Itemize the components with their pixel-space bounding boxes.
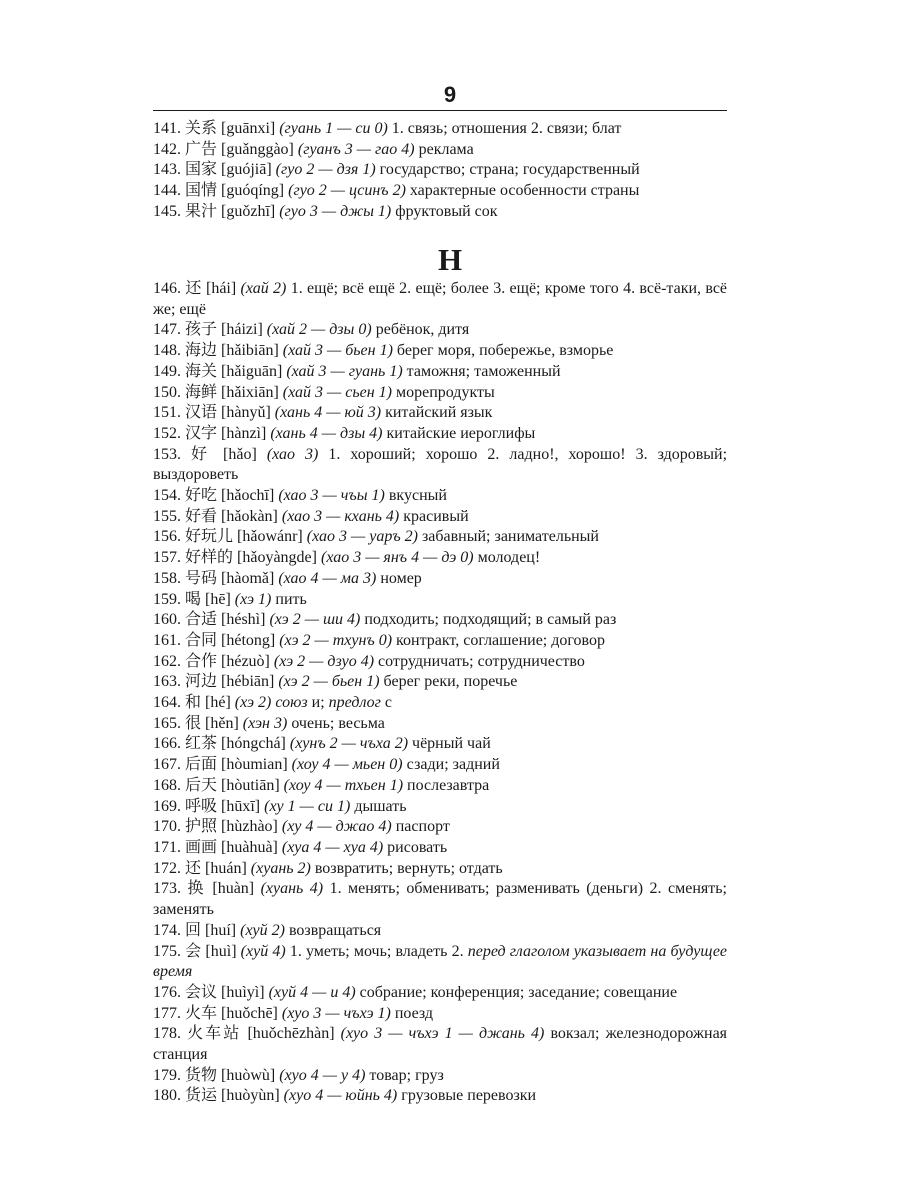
entry-hanzi: 海鲜 [185,383,218,401]
entry-number: 180. [153,1087,181,1105]
entry-transcription: (хуо 3 — чъхэ 1 — джань 4) [340,1025,545,1043]
dictionary-entry [153,160,727,181]
entry-number: 172. [153,859,181,877]
dictionary-entry [153,341,727,362]
entry-pinyin: [hàomǎ] [221,569,275,587]
entry-hanzi: 好样的 [185,549,234,567]
entry-transcription: (хэ 2 — дзуо 4) [273,652,375,670]
entry-hanzi: 好看 [185,507,218,525]
entry-hanzi: 后面 [185,756,218,774]
dictionary-entry [153,279,727,320]
entry-number: 144. [153,182,181,200]
entry-pinyin: [hòumian] [221,756,288,774]
entry-hanzi: 孩子 [185,321,218,339]
entry-hanzi: 果汁 [185,202,218,220]
entry-meaning: вкусный [388,487,447,505]
entry-transcription: (хай 2 — дзы 0) [266,321,372,339]
entry-hanzi: 火车站 [187,1025,242,1043]
entry-pinyin: [huí] [205,921,237,939]
dictionary-entry [153,119,727,140]
entry-number: 153. [153,445,181,463]
entry-meaning: красивый [403,507,469,525]
entry-hanzi: 国家 [185,161,218,179]
entry-pinyin: [hùzhào] [221,818,278,836]
entry-number: 158. [153,569,181,587]
entry-pinyin: [héshì] [221,611,266,629]
dictionary-entry [153,181,727,202]
entry-pinyin: [hétong] [221,631,276,649]
entry-meaning: с [384,694,392,712]
entry-pinyin: [huòwù] [221,1066,276,1084]
entry-transcription: (ху 4 — джао 4) [281,818,392,836]
entry-transcription: (хуань 4) [260,880,324,898]
entry-meaning: 1. уметь; мочь; владеть 2. [289,942,464,960]
entry-number: 146. [153,280,181,297]
entry-pinyin: [háizi] [221,321,263,339]
entry-number: 179. [153,1066,181,1084]
dictionary-entry [153,817,727,838]
dictionary-entry [153,1086,727,1107]
entry-meaning: сзади; задний [406,756,500,774]
entry-transcription: (хао 3 — янъ 4 — дэ 0) [320,549,474,567]
dictionary-entry [153,714,727,735]
entry-hanzi: 还 [185,280,202,297]
entry-pinyin: [hànzì] [221,424,267,442]
dictionary-entry [153,672,727,693]
entry-pinyin: [huàn] [212,880,255,898]
entry-transcription: (хоу 4 — мьен 0) [291,756,403,774]
entry-meaning: вокзал; железнодорожная станция [153,1025,728,1064]
entry-pinyin: [hūxī] [221,797,261,815]
entry-meaning: ребёнок, дитя [375,321,470,339]
entry-meaning: 1. менять; обменивать; разменивать (деньги) 2. сменять; заменять [153,880,727,919]
entry-hanzi: 护照 [185,818,218,836]
dictionary-entry [153,879,727,920]
entry-number: 156. [153,528,181,546]
entry-number: 162. [153,652,181,670]
entry-pinyin: [hǎibiān] [221,342,279,360]
entry-transcription: (хао 4 — ма 3) [278,569,377,587]
entry-hanzi: 合作 [185,652,218,670]
dictionary-entry [153,1024,727,1065]
dictionary-entry [153,1066,727,1087]
entry-meaning: китайский язык [385,404,493,422]
dictionary-entry [153,693,727,714]
dictionary-entry [153,859,727,880]
dictionary-entry [153,631,727,652]
entry-hanzi: 汉字 [185,424,218,442]
entry-pinyin: [hěn] [205,714,239,732]
entry-hanzi: 合同 [185,631,218,649]
entry-transcription: (хао 3 — уаръ 2) [306,528,418,546]
entry-hanzi: 还 [185,859,202,877]
entry-number: 141. [153,120,181,137]
entry-hanzi: 河边 [185,673,218,691]
dictionary-entry [153,362,727,383]
entry-transcription: (хэ 2 — бьен 1) [278,673,380,691]
entry-pinyin: [hòutiān] [221,776,280,794]
entry-pinyin: [hǎixiān] [221,383,279,401]
entry-hanzi: 货运 [185,1087,218,1105]
dictionary-entry [153,652,727,673]
dictionary-entry [153,403,727,424]
entry-number: 155. [153,507,181,525]
entry-grammar-note: союз [275,694,308,712]
entry-meaning: подходить; подходящий; в самый раз [364,611,617,629]
entry-pinyin: [hǎowánr] [237,528,303,546]
entry-usage-note: перед глаголом указывает на будущее время [153,942,728,981]
entry-meaning: фруктовый сок [395,202,498,220]
entry-number: 166. [153,735,181,753]
entry-transcription: (гуо 3 — джы 1) [279,202,392,220]
dictionary-entry [153,921,727,942]
entry-meaning: молодец! [477,549,541,567]
entry-pinyin: [hànyǔ] [221,404,271,422]
entry-number: 167. [153,756,181,774]
entry-number: 157. [153,549,181,567]
entry-hanzi: 画画 [185,838,218,856]
entry-transcription: (хань 4 — дзы 4) [270,424,383,442]
entry-transcription: (хуй 4) [240,942,286,960]
entry-transcription: (хань 4 — юй 3) [274,404,382,422]
entry-meaning: чёрный чай [412,735,491,753]
entry-meaning: таможня; таможенный [406,362,561,380]
entry-meaning: забавный; занимательный [421,528,599,546]
dictionary-entry [153,548,727,569]
entry-transcription: (хай 3 — бьен 1) [282,342,393,360]
entry-hanzi: 海边 [185,342,218,360]
entry-transcription: (хэ 1) [234,590,272,608]
entry-transcription: (хуа 4 — хуа 4) [281,838,384,856]
entry-hanzi: 红茶 [185,735,218,753]
entry-meaning: возвращаться [288,921,382,939]
entry-hanzi: 好 [191,445,214,463]
entry-meaning: морепродукты [395,383,495,401]
entry-meaning: возвратить; вернуть; отдать [314,859,503,877]
entry-transcription: (хао 3 — кхань 4) [281,507,400,525]
entry-pinyin: [hǎoyàngde] [237,549,317,567]
entry-meaning: рисовать [387,838,448,856]
dictionary-entry [153,983,727,1004]
entry-transcription: (хунъ 2 — чъха 2) [289,735,409,753]
entry-pinyin: [guǎnggào] [221,140,294,158]
entry-number: 177. [153,1004,181,1022]
entry-meaning: очень; весьма [291,714,385,732]
section-h-entries [153,279,727,1107]
entry-hanzi: 换 [187,880,206,898]
entry-transcription: (гуанъ 3 — гао 4) [297,140,415,158]
entry-number: 151. [153,404,181,422]
entry-transcription: (хэ 2 — ши 4) [269,611,361,629]
entry-meaning: паспорт [395,818,450,836]
dictionary-entry [153,320,727,341]
dictionary-entry [153,486,727,507]
entry-number: 160. [153,611,181,629]
entry-hanzi: 关系 [185,120,218,137]
entry-number: 170. [153,818,181,836]
entry-pinyin: [huì] [205,942,237,960]
dictionary-entry [153,734,727,755]
entry-number: 173. [153,880,181,898]
entry-pinyin: [huìyì] [221,983,265,1001]
entry-pinyin: [hǎiguān] [221,362,283,380]
entry-meaning: 1. хороший; хорошо 2. ладно!, хорошо! 3. здоровый; выздороветь [153,445,728,484]
entry-pinyin: [huán] [205,859,247,877]
entry-transcription: (хэ 2) [234,694,272,712]
entry-meaning: послезавтра [407,776,490,794]
entry-grammar-note: предлог [328,694,381,712]
entry-meaning: государство; страна; государственный [379,161,640,179]
entry-pinyin: [hé] [205,694,231,712]
entry-hanzi: 海关 [185,362,218,380]
dictionary-entry [153,202,727,223]
entry-pinyin: [hǎochī] [221,487,275,505]
entry-hanzi: 会 [185,942,202,960]
entry-hanzi: 后天 [185,776,218,794]
entry-transcription: (ху 1 — си 1) [264,797,351,815]
entry-hanzi: 回 [185,921,202,939]
entry-hanzi: 和 [185,694,202,712]
entry-transcription: (хуй 2) [240,921,285,939]
entry-transcription: (хай 2) [240,280,287,297]
dictionary-entry [153,140,727,161]
entry-number: 174. [153,921,181,939]
entry-hanzi: 号码 [185,569,218,587]
header-rule [153,110,727,111]
entry-hanzi: 好吃 [185,487,218,505]
entry-meaning: берег реки, поречье [383,673,518,691]
entry-meaning: 1. ещё; всё ещё 2. ещё; более 3. ещё; кроме того 4. всё-таки, всё же; ещё [153,280,728,318]
entry-transcription: (хуо 4 — у 4) [279,1066,366,1084]
entry-hanzi: 喝 [185,590,202,608]
entry-meaning: дышать [354,797,407,815]
entry-number: 171. [153,838,181,856]
entry-pinyin: [hǎokàn] [221,507,278,525]
entry-number: 142. [153,140,181,158]
dictionary-entry [153,590,727,611]
entry-number: 145. [153,202,181,220]
entry-transcription: (хуань 2) [250,859,311,877]
entry-number: 154. [153,487,181,505]
dictionary-entry [153,527,727,548]
entry-transcription: (хао 3 — чъы 1) [278,487,385,505]
entry-meaning: реклама [418,140,474,158]
entry-number: 143. [153,161,181,179]
entry-pinyin: [guānxi] [221,120,276,137]
entry-hanzi: 广告 [185,140,218,158]
entry-hanzi: 火车 [185,1004,218,1022]
dictionary-entry [153,755,727,776]
entry-meaning: грузовые перевозки [401,1087,537,1105]
entry-pinyin: [hébiān] [221,673,275,691]
entry-number: 176. [153,983,181,1001]
entry-meaning: 1. связь; отношения 2. связи; блат [391,120,622,137]
entry-meaning: товар; груз [369,1066,444,1084]
entry-pinyin: [huòyùn] [221,1087,280,1105]
entry-meaning: сотрудничать; сотрудничество [378,652,585,670]
entry-transcription: (хао 3) [266,445,319,463]
page-number: 9 [443,82,457,107]
dictionary-entry [153,797,727,818]
entry-transcription: (гуо 2 — дзя 1) [275,161,376,179]
entry-pinyin: [hái] [205,280,237,297]
entry-transcription: (хэ 2 — тхунъ 0) [279,631,393,649]
entry-hanzi: 货物 [185,1066,218,1084]
entry-pinyin: [hē] [205,590,231,608]
entry-pinyin: [guójiā] [221,161,272,179]
entry-meaning: собрание; конференция; заседание; совещание [359,983,678,1001]
entry-transcription: (хуо 4 — юйнь 4) [283,1087,398,1105]
section-g-entries [153,119,727,223]
dictionary-entry [153,424,727,445]
entry-pinyin: [guóqíng] [221,182,285,200]
entry-number: 152. [153,424,181,442]
dictionary-entry [153,445,727,486]
entry-meaning: характерные особенности страны [409,182,640,200]
entry-meaning: берег моря, побережье, взморье [396,342,614,360]
entry-hanzi: 会议 [185,983,218,1001]
entry-number: 165. [153,714,181,732]
entry-meaning: и; [311,694,325,712]
dictionary-entry [153,838,727,859]
entry-pinyin: [hóngchá] [221,735,286,753]
entry-hanzi: 合适 [185,611,218,629]
entry-number: 159. [153,590,181,608]
section-letter-heading: H [437,242,463,277]
entry-hanzi: 呼吸 [185,797,218,815]
entry-meaning: номер [380,569,422,587]
entry-transcription: (гуань 1 — си 0) [279,120,388,137]
entry-meaning: китайские иероглифы [386,424,536,442]
entry-number: 147. [153,321,181,339]
entry-meaning: контракт, соглашение; договор [396,631,605,649]
entry-transcription: (хай 3 — гуань 1) [286,362,403,380]
entry-transcription: (хэн 3) [242,714,288,732]
entry-meaning: поезд [394,1004,434,1022]
entry-number: 148. [153,342,181,360]
entry-pinyin: [hǎo] [223,445,257,463]
dictionary-entry [153,1004,727,1025]
entry-meaning: пить [275,590,307,608]
entry-number: 161. [153,631,181,649]
entry-number: 178. [153,1025,181,1043]
entry-number: 163. [153,673,181,691]
entry-transcription: (хай 3 — сьен 1) [282,383,392,401]
entry-number: 150. [153,383,181,401]
entry-number: 169. [153,797,181,815]
dictionary-entry [153,610,727,631]
entry-pinyin: [hézuò] [221,652,270,670]
dictionary-entry [153,383,727,404]
dictionary-entry [153,507,727,528]
entry-hanzi: 国情 [185,182,218,200]
entry-number: 164. [153,694,181,712]
entry-pinyin: [huǒchēzhàn] [247,1025,335,1043]
entry-number: 149. [153,362,181,380]
entry-pinyin: [huàhuà] [221,838,278,856]
entry-pinyin: [huǒchē] [221,1004,278,1022]
entry-hanzi: 汉语 [185,404,218,422]
entry-hanzi: 很 [185,714,202,732]
dictionary-entry [153,776,727,797]
entry-transcription: (хоу 4 — тхьен 1) [283,776,404,794]
entry-number: 168. [153,776,181,794]
entry-hanzi: 好玩儿 [185,528,234,546]
entry-transcription: (гуо 2 — цсинъ 2) [288,182,406,200]
entry-pinyin: [guǒzhī] [221,202,276,220]
entry-number: 175. [153,942,181,960]
entry-transcription: (хуо 3 — чъхэ 1) [281,1004,391,1022]
dictionary-entry [153,942,727,983]
entry-transcription: (хуй 4 — и 4) [268,983,356,1001]
dictionary-entry [153,569,727,590]
